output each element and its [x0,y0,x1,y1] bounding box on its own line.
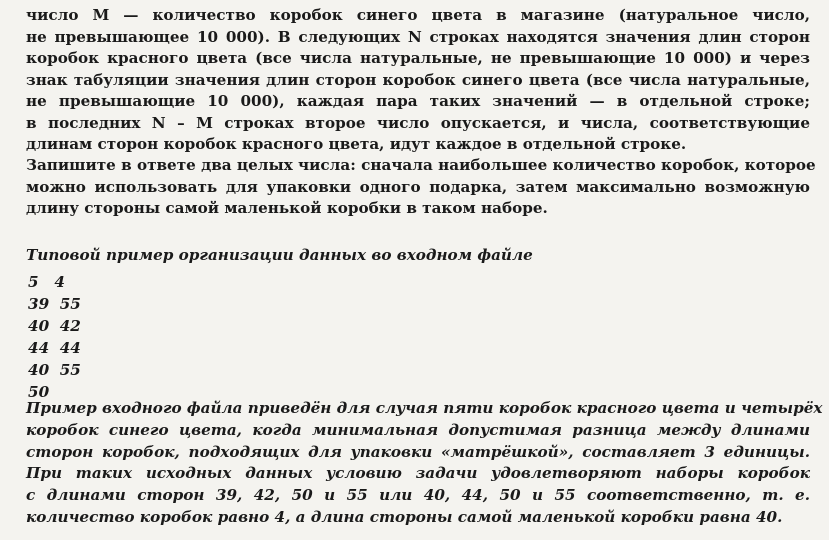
text-line: сторон коробок, подходящих для упаковки «матрёшкой», составляет 3 единицы. [26,442,810,461]
data-row: 39 55 [28,295,81,313]
example-heading: Типовой пример организации данных во входном файле [26,246,533,264]
text-line: коробок красного цвета (все числа натуральные, не превышающие 10 000) и через [26,49,810,67]
text-line: Пример входного файла приведён для случая пяти коробок красного цвета и четырёх [26,399,823,417]
text-line: количество коробок равно 4, а длина стороны самой маленькой коробки равна 40. [26,507,783,526]
text-line: При таких исходных данных условию задачи удовлетворяют наборы коробок [26,464,810,483]
text-line: в последних N – M строках второе число опускается, и числа, соответствующие [26,113,810,132]
text-line: Запишите в ответе два целых числа: сначала наибольшее количество коробок, которое [26,156,816,174]
text-line: не превышающие 10 000), каждая пара таких значений — в отдельной строке; [26,92,810,110]
text-line: длину стороны самой маленькой коробки в таком наборе. [26,199,548,217]
example-input-data [28,271,81,403]
text-line: длинам сторон коробок красного цвета, идут каждое в отдельной строке. [26,135,687,153]
data-row: 40 42 [28,317,81,335]
text-line: число M — количество коробок синего цвета в магазине (натуральное число, [26,6,810,24]
paragraph-input-description [26,5,810,156]
paragraph-example-explanation [26,398,823,529]
paragraph-answer-instructions [26,155,816,220]
text-line: можно использовать для упаковки одного подарка, затем максимально возможную [26,177,810,196]
data-row: 5 4 [28,273,65,291]
text-line: с длинами сторон 39, 42, 50 и 55 или 40, 44, 50 и 55 соответственно, т. е. [26,486,810,505]
text-line: коробок синего цвета, когда минимальная допустимая разница между длинами [26,420,810,439]
data-row: 44 44 [28,339,81,357]
text-line: не превышающее 10 000). В следующих N строках находятся значения длин сторон [26,27,810,46]
data-row: 50 [28,383,50,401]
data-row: 40 55 [28,361,81,379]
text-line: знак табуляции значения длин сторон коробок синего цвета (все числа натуральные, [26,70,810,89]
